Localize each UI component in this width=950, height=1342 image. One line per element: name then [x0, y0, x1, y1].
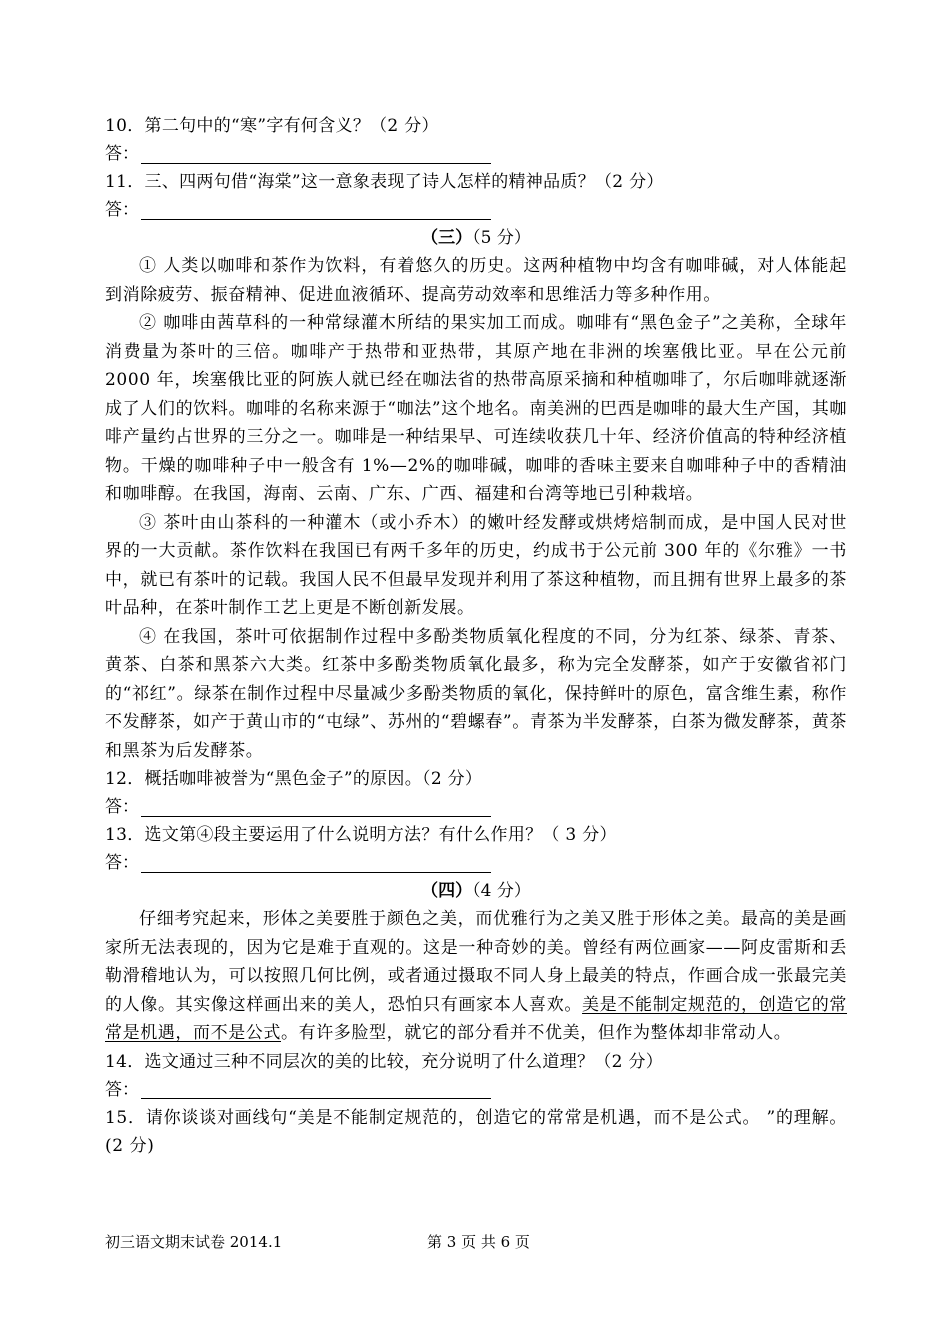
paragraph-5: [105, 905, 847, 1048]
answer-line-11: [105, 196, 847, 224]
answer-blank[interactable]: [141, 854, 491, 873]
answer-line-14: [105, 1076, 847, 1104]
answer-blank[interactable]: [141, 145, 491, 164]
underlined-sentence: 美是不能制定规范的，创造它的常常是机遇，而不是公式: [105, 994, 848, 1043]
answer-label: 答：: [105, 797, 139, 817]
paragraph-3: ③ 茶叶由山茶科的一种灌木（或小乔木）的嫩叶经发酵或烘烤焙制而成，是中国人民对世界的一大贡献。茶作饮料在我国已有两千多年的历史，约成书于公元前 300 年的《尔雅》一书中，就已有茶叶的记载。我国人民不但最早发现并利用了茶这种植物，而且拥有世界上最多的茶叶品种，在茶叶制作工艺上更是不断创新发展。: [105, 512, 847, 618]
exam-page: [105, 112, 847, 1161]
answer-label: 答：: [105, 144, 139, 164]
paragraph-5-text-a: 仔细考究起来，形体之美要胜于颜色之美，而优雅行为之美又胜于形体之美。最高的美是画家所无法表现的，因为它是难于直观的。这是一种奇妙的美。曾经有两位画家——阿皮雷斯和丢勒滑稽地认为，可以按照几何比例，或者通过摄取不同人身上最美的特点，作画合成一张最完美的人像。其实像这样画出来的美人，恐怕只有画家本人喜欢。: [105, 909, 847, 1015]
section-4-heading: [105, 877, 847, 905]
paragraph-1: ① 人类以咖啡和茶作为饮料，有着悠久的历史。这两种植物中均含有咖啡碱，对人体能起到消除疲劳、振奋精神、促进血液循环、提高劳动效率和思维活力等多种作用。: [105, 256, 847, 305]
paragraph-2: ② 咖啡由茜草科的一种常绿灌木所结的果实加工而成。咖啡有“黑色金子”之美称，全球年消费量为茶叶的三倍。咖啡产于热带和亚热带，其原产地在非洲的埃塞俄比亚。早在公元前 2000 年，埃塞俄比亚的阿族人就已经在咖法省的热带高原采摘和种植咖啡了，尔后咖啡就逐渐成了人们的饮料。咖啡的名称来源于“咖法”这个地名。南美洲的巴西是咖啡的最大生产国，其咖啡产量约占世界的三分之一。咖啡是一种结果早、可连续收获几十年、经济价值高的特种经济植物。干燥的咖啡种子中一般含有 1%—2%的咖啡碱，咖啡的香味主要来自咖啡种子中的香精油和咖啡醇。在我国，海南、云南、广东、广西、福建和台湾等地已引种栽培。: [105, 313, 847, 504]
answer-blank[interactable]: [141, 1080, 491, 1099]
answer-label: 答：: [105, 200, 139, 220]
page-footer: [105, 1230, 847, 1254]
question-12: 12．概括咖啡被誉为“黑色金子”的原因。（2 分）: [105, 769, 483, 789]
section-3-score: （5 分）: [472, 228, 531, 248]
question-15: [105, 1104, 847, 1161]
answer-line-12: [105, 793, 847, 821]
section-3-passage: [105, 252, 847, 765]
answer-line-13: [105, 849, 847, 877]
footer-page-number: 第 3 页 共 6 页: [427, 1233, 530, 1251]
section-3-title: （三）: [421, 228, 473, 248]
paragraph-5-text-b: 。有许多脸型，就它的部分看并不优美，但作为整体却非常动人。: [281, 1023, 792, 1043]
question-14: 14．选文通过三种不同层次的美的比较，充分说明了什么道理？（2 分）: [105, 1051, 664, 1072]
answer-blank[interactable]: [141, 201, 491, 220]
question-11: 11．三、四两句借“海棠”这一意象表现了诗人怎样的精神品质？（2 分）: [105, 172, 664, 192]
question-13: 13．选文第④段主要运用了什么说明方法？有什么作用？（ 3 分）: [105, 825, 617, 845]
question-10: 10．第二句中的“寒”字有何含义？（2 分）: [105, 116, 439, 136]
section-4-passage: [105, 905, 847, 1048]
footer-exam-title: 初三语文期末试卷 2014.1: [105, 1233, 283, 1251]
answer-blank[interactable]: [141, 798, 491, 817]
section-3-heading: [105, 224, 847, 252]
section-4-score: （4 分）: [472, 881, 531, 901]
paragraph-4: ④ 在我国，茶叶可依据制作过程中多酚类物质氧化程度的不同，分为红茶、绿茶、青茶、黄茶、白茶和黑茶六大类。红茶中多酚类物质氧化最多，称为完全发酵茶，如产于安徽省祁门的“祁红”。绿茶在制作过程中尽量减少多酚类物质的氧化，保持鲜叶的原色，富含维生素，称作不发酵茶，如产于黄山市的“屯绿”、苏州的“碧螺春”。青茶为半发酵茶，白茶为微发酵茶，黄茶和黑茶为后发酵茶。: [105, 626, 847, 761]
question-15-text: 15．请你谈谈对画线句“美是不能制定规范的，创造它的常常是机遇，而不是公式。 ”的理解。 (2 分): [105, 1107, 847, 1156]
answer-label: 答：: [105, 1079, 139, 1100]
answer-label: 答：: [105, 853, 139, 873]
section-4-title: （四）: [421, 881, 473, 901]
answer-line-10: [105, 140, 847, 168]
